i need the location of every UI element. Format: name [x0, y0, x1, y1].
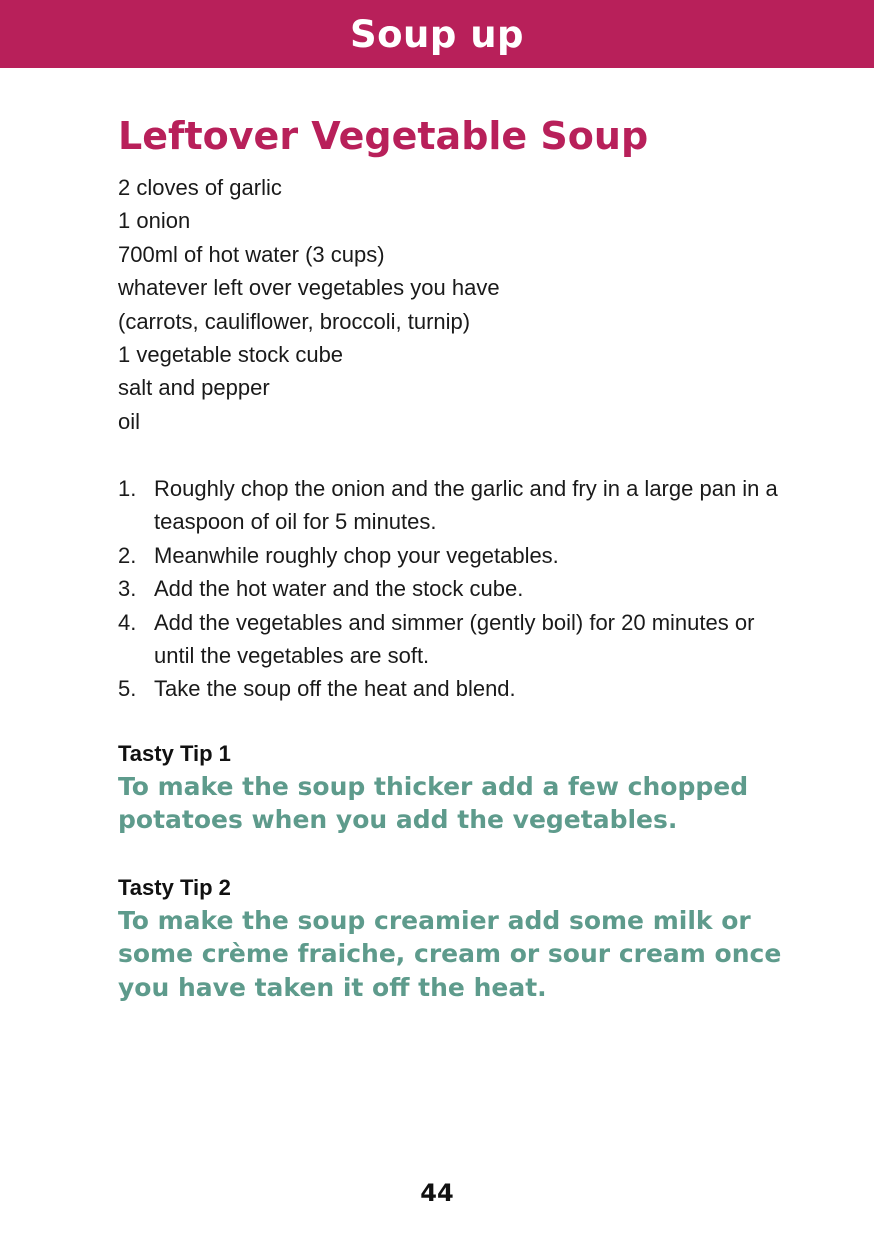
tip-text-line: To make the soup creamier add some milk or [118, 906, 751, 935]
step-text: Take the soup off the heat and blend. [154, 676, 516, 702]
step-text: Meanwhile roughly chop your vegetables. [154, 542, 559, 568]
ingredient-item: salt and pepper [118, 375, 270, 401]
ingredient-item: 1 onion [118, 208, 191, 234]
section-title: Soup up [349, 13, 525, 56]
tip-heading: Tasty Tip 1 [118, 741, 231, 766]
tip-text-line: you have taken it off the heat. [118, 972, 547, 1002]
tip-text-line: some crème fraiche, cream or sour cream once [118, 939, 782, 969]
page-number: 44 [420, 1179, 454, 1207]
step-text: Roughly chop the onion and the garlic and fry in a large pan in a teaspoon of oil for 5 minutes. [154, 476, 778, 535]
tip-heading: Tasty Tip 2 [118, 875, 231, 900]
tasty-tip-2 [118, 872, 818, 1004]
step-number: 2. [118, 542, 137, 568]
ingredient-item: (carrots, cauliflower, broccoli, turnip) [118, 308, 471, 334]
step-number: 3. [118, 576, 137, 602]
ingredient-item: 700ml of hot water (3 cups) [118, 241, 385, 267]
step-item [118, 606, 798, 673]
tasty-tip-1 [118, 738, 818, 837]
tip-text-line: potatoes when you add the vegetables. [118, 805, 678, 835]
ingredient-item: 1 vegetable stock cube [118, 342, 344, 368]
step-item [118, 472, 798, 539]
ingredient-item: whatever left over vegetables you have [118, 275, 500, 301]
step-item [118, 539, 798, 572]
recipe-title: Leftover Vegetable Soup [118, 114, 649, 158]
method-steps [118, 472, 798, 706]
ingredient-item: oil [118, 408, 141, 434]
ingredient-item: 2 cloves of garlic [118, 175, 282, 200]
ingredients-list [118, 171, 500, 438]
step-item [118, 572, 798, 605]
step-number: 4. [118, 609, 137, 635]
step-text: Add the hot water and the stock cube. [154, 576, 524, 602]
step-text: Add the vegetables and simmer (gently boil) for 20 minutes or until the vegetables are soft. [154, 609, 755, 669]
step-number: 5. [118, 676, 137, 702]
step-item [118, 672, 798, 705]
tip-text-line: To make the soup thicker add a few chopped [118, 772, 749, 801]
step-number: 1. [118, 476, 137, 501]
